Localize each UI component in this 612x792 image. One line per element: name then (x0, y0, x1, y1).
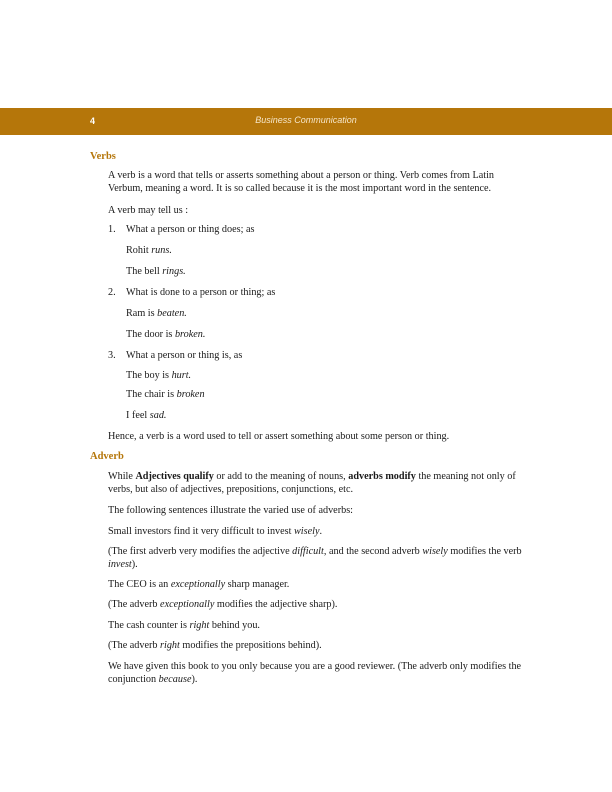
text: modifies the verb (447, 546, 522, 557)
header-band (0, 108, 612, 135)
italic-text: exceptionally (170, 579, 226, 590)
text: We have given this book to you only because you are a good reviewer. (The adverb only modifies the conjunction (108, 661, 522, 685)
text: (The adverb (108, 640, 161, 651)
italic-text: wisely (422, 546, 448, 557)
verbs-intro: A verb is a word that tells or asserts something about a person or thing. Verb comes from Latin Verbum, meaning a word. It is so called because it is the most important word in the sentence. (108, 170, 495, 194)
text: ). (131, 558, 138, 570)
verbs-lead: A verb may tell us : (108, 205, 189, 216)
example (126, 370, 546, 383)
italic-text: wisely (294, 526, 320, 537)
example (126, 266, 546, 279)
text: . (319, 526, 323, 537)
adverb-p6 (108, 599, 528, 612)
item-text: What a person or thing is, as (126, 350, 243, 361)
example (126, 308, 546, 321)
item-number: 2. (108, 287, 116, 298)
text: modifies the prepositions behind). (179, 640, 322, 651)
adverb-p1 (108, 471, 528, 496)
italic-text: exceptionally (160, 599, 215, 610)
example-text: Ram is (126, 308, 158, 319)
italic-text: difficult (292, 546, 324, 557)
adverb-p7 (108, 620, 528, 633)
section-heading-verbs: Verbs (90, 151, 116, 162)
example-verb: broken (176, 389, 205, 400)
example-verb: broken. (174, 329, 206, 340)
italic-text: right (189, 620, 210, 631)
example-verb: hurt. (171, 370, 192, 381)
item-text: What is done to a person or thing; as (126, 287, 276, 298)
page-number: 4 (90, 116, 96, 126)
italic-text: invest (108, 558, 132, 570)
text: The CEO is an (108, 579, 171, 590)
adverb-p5 (108, 579, 528, 592)
adverb-p3 (108, 526, 528, 539)
section-heading-adverb: Adverb (90, 451, 124, 462)
example-verb: sad. (149, 410, 167, 421)
example (126, 329, 546, 342)
text: the meaning not only of verbs, but also of adjectives, prepositions, conjunctions, etc. (108, 471, 516, 495)
text: (The first adverb very modifies the adjective (108, 546, 293, 557)
example-text: The boy is (126, 370, 172, 381)
text: behind you. (209, 620, 260, 631)
italic-text: right (160, 640, 180, 651)
adverb-p2: The following sentences illustrate the varied use of adverbs: (108, 505, 353, 516)
example-text: The door is (126, 329, 175, 340)
text: or add to the meaning of nouns, (213, 471, 349, 482)
list-item (108, 350, 528, 363)
example-text: The bell (126, 266, 163, 277)
text: modifies the adjective sharp). (214, 599, 338, 610)
adverb-p8 (108, 640, 528, 653)
adverb-p4 (108, 546, 528, 571)
list-item (108, 287, 528, 300)
example-verb: runs. (151, 245, 172, 256)
example (126, 245, 546, 258)
italic-text: because (158, 673, 192, 685)
text: , and the second adverb (323, 546, 423, 557)
bold-text: Adjectives qualify (135, 471, 214, 482)
item-number: 1. (108, 224, 116, 235)
text: Small investors find it very difficult to invest (108, 526, 294, 537)
list-item (108, 224, 528, 237)
text: ). (191, 673, 198, 685)
item-text: What a person or thing does; as (126, 224, 255, 235)
example-text: I feel (126, 410, 150, 421)
example-verb: beaten. (157, 308, 187, 319)
example (126, 389, 546, 402)
example-verb: rings. (162, 266, 186, 277)
example (126, 410, 546, 423)
example-text: The chair is (126, 389, 177, 400)
verbs-conclusion: Hence, a verb is a word used to tell or assert something about some person or thing. (108, 431, 450, 442)
example-text: Rohit (126, 245, 152, 256)
text: (The adverb (108, 599, 161, 610)
adverb-p9 (108, 661, 528, 686)
bold-text: adverbs modify (348, 471, 416, 482)
item-number: 3. (108, 350, 116, 361)
running-title: Business Communication (255, 115, 357, 125)
text: sharp manager. (225, 579, 290, 590)
text: While (108, 471, 136, 482)
text: The cash counter is (108, 620, 190, 631)
